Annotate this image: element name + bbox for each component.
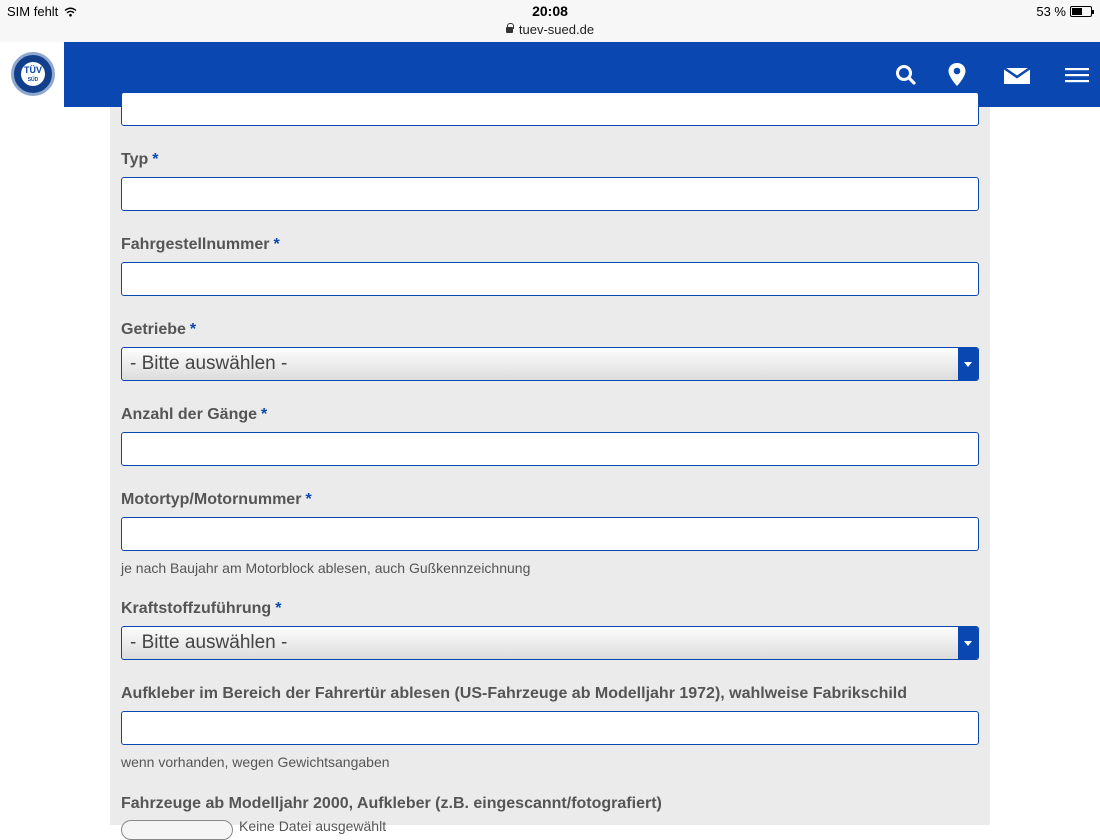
gaenge-label: Anzahl der Gänge *: [121, 406, 268, 423]
logo-subtext: SÜD: [27, 77, 39, 83]
logo-text: TÜV: [24, 65, 42, 75]
location-pin-icon[interactable]: [942, 60, 972, 90]
motor-input[interactable]: [121, 517, 979, 551]
motor-help-text: je nach Baujahr am Motorblock ablesen, auch Gußkennzeichnung: [121, 560, 531, 576]
battery-percent: 53 %: [1036, 4, 1066, 19]
getriebe-select[interactable]: [121, 347, 979, 381]
fahrgestellnummer-input[interactable]: [121, 262, 979, 296]
tuv-logo: [11, 52, 55, 96]
aufkleber-help-text: wenn vorhanden, wegen Gewichtsangaben: [121, 754, 390, 770]
url-text: tuev-sued.de: [518, 22, 595, 37]
aufkleber-input[interactable]: [121, 711, 979, 745]
typ-input[interactable]: [121, 177, 979, 211]
chevron-down-icon: [958, 348, 978, 380]
address-bar[interactable]: [0, 22, 1100, 37]
previous-field-input[interactable]: [121, 92, 979, 126]
motor-label: Motortyp/Motornummer *: [121, 491, 312, 508]
lock-icon: [506, 27, 513, 33]
chevron-down-icon: [958, 627, 978, 659]
typ-label: Typ *: [121, 151, 159, 168]
aufkleber-label: Aufkleber im Bereich der Fahrertür ablesen (US-Fahrzeuge ab Modelljahr 1972), wahlweise Fabrikschild: [121, 685, 908, 702]
getriebe-label: Getriebe *: [121, 321, 197, 338]
modelljahr-label: Fahrzeuge ab Modelljahr 2000, Aufkleber (z.B. eingescannt/fotografiert): [121, 795, 662, 812]
clock: 20:08: [532, 3, 568, 19]
kraftstoff-label: Kraftstoffzuführung *: [121, 600, 282, 617]
file-upload-button[interactable]: [121, 820, 233, 840]
kraftstoff-select-value: - Bitte auswählen -: [130, 632, 288, 653]
fahrgestellnummer-label: Fahrgestellnummer *: [121, 236, 280, 253]
search-icon[interactable]: [891, 60, 921, 90]
mail-icon[interactable]: [1002, 60, 1032, 90]
logo-link[interactable]: [0, 42, 64, 107]
status-bar: [0, 0, 1100, 42]
kraftstoff-select[interactable]: [121, 626, 979, 660]
battery-status: [1036, 4, 1092, 19]
getriebe-select-value: - Bitte auswählen -: [130, 353, 288, 374]
battery-icon: [1070, 6, 1092, 17]
file-status-text: Keine Datei ausgewählt: [239, 818, 387, 834]
carrier-label: SIM fehlt: [7, 4, 59, 19]
gaenge-input[interactable]: [121, 432, 979, 466]
menu-icon[interactable]: [1062, 60, 1092, 90]
